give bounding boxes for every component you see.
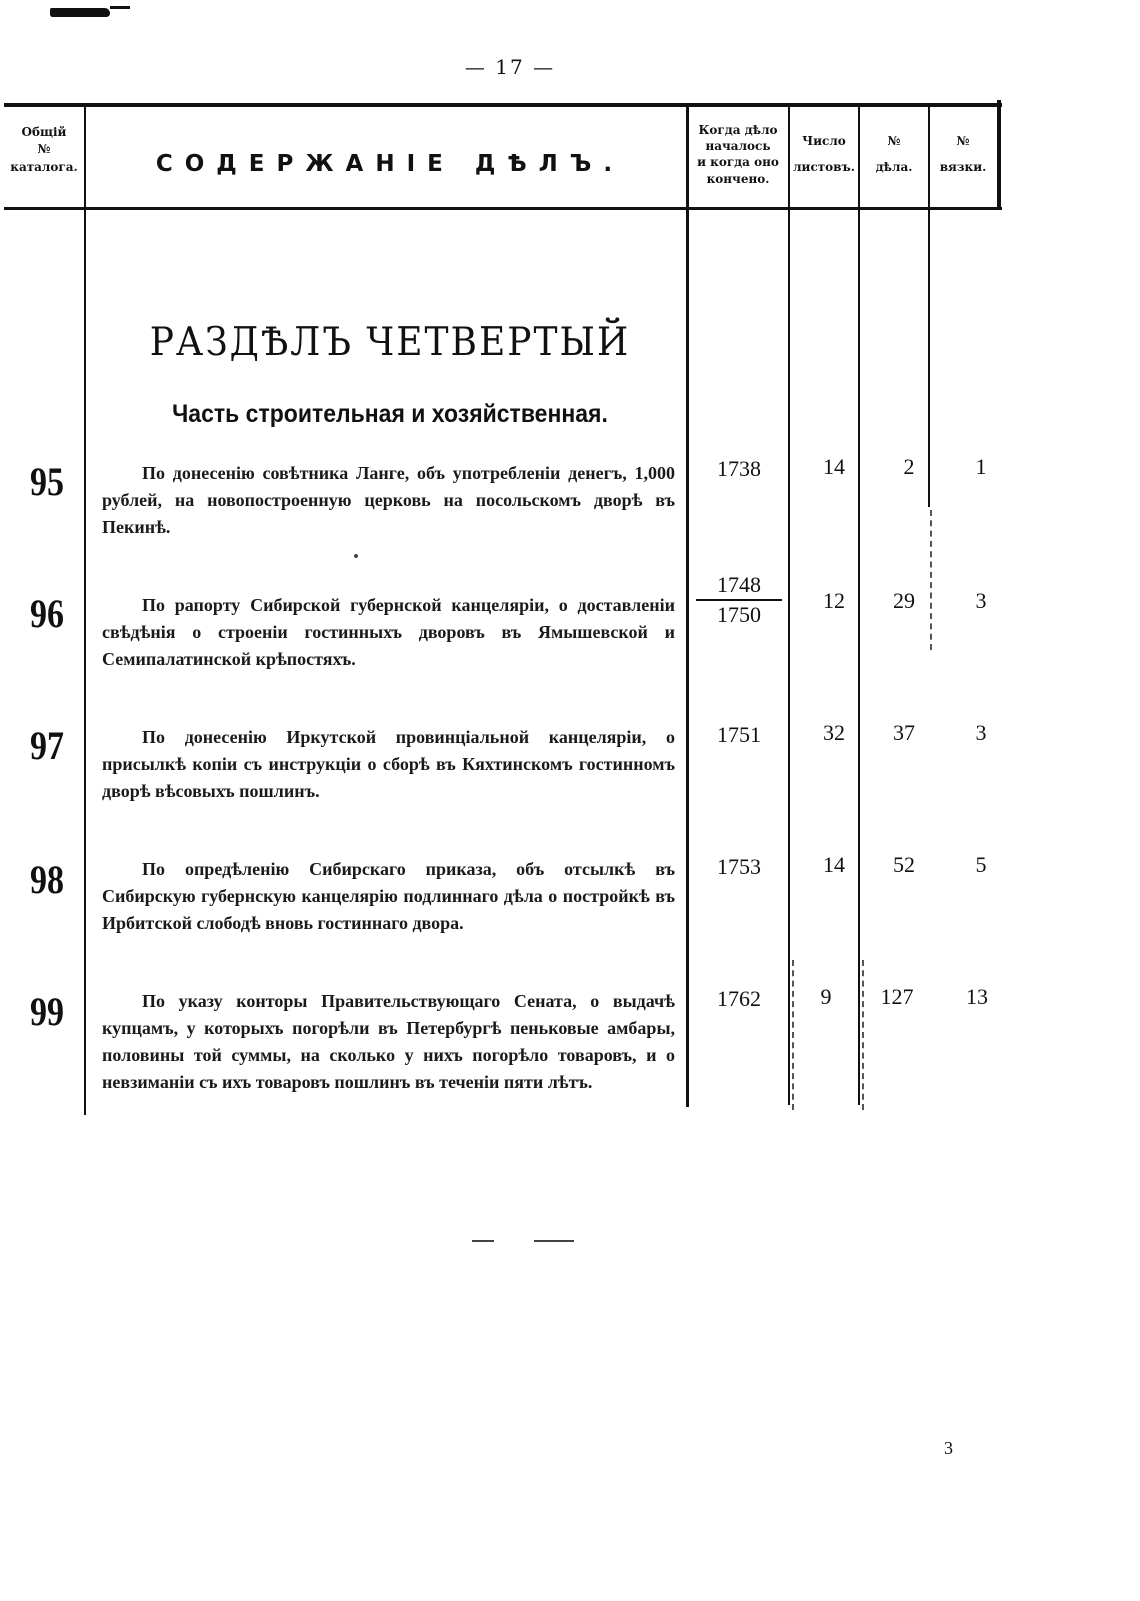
row-sheets: 9 [820, 984, 832, 1009]
row-catalog-no: 98 [29, 857, 64, 902]
row-description: По указу конторы Правительствующаго Сената, о выдачѣ купцамъ, у которыхъ погорѣли въ Петербургѣ пеньковые амбары, половины той суммы, на сколько у нихъ погорѣло товаровъ, и о невзиманіи съ ихъ товаровъ пошлинъ въ теченіи пяти лѣтъ. [102, 991, 675, 1092]
header-dates-line-2: началось [705, 139, 771, 154]
row-catalog-no: 95 [29, 459, 64, 504]
header-content-title: СОДЕРЖАНІЕ ДѢЛЪ. [155, 151, 625, 177]
header-dates-line-4: кончено. [706, 171, 770, 186]
column-divider-case [928, 107, 930, 507]
ink-blot [110, 6, 130, 9]
header-sheets-line-1: Число [802, 134, 846, 148]
row-bundle-no: 13 [966, 984, 988, 1009]
ink-blot [50, 8, 110, 17]
section-subtitle: Часть строительная и хозяйственная. [172, 400, 608, 428]
header-dates-line-1: Когда дѣло [698, 123, 778, 137]
row-date-start: 1748 [717, 572, 761, 597]
ink-speck [354, 554, 358, 558]
row-catalog-no: 99 [29, 989, 64, 1034]
header-catalog-line-1: Общій [21, 125, 67, 139]
header-bundle-no [932, 128, 994, 181]
row-description: По опредѣленію Сибирскаго приказа, объ отсылкѣ въ Сибирскую губернскую канцелярію подлиннаго дѣла о постройкѣ въ Ирбитской слободѣ вновь гостиннаго двора. [102, 859, 675, 933]
table-top-border [4, 103, 1002, 107]
header-sheets-line-2: листовъ. [793, 160, 855, 175]
row-bundle-no: 3 [975, 588, 987, 613]
row-bundle-no: 5 [975, 852, 987, 877]
ink-speck [472, 1240, 494, 1242]
row-date: 1751 [717, 722, 761, 747]
row-case-no: 2 [903, 454, 915, 479]
row-case-no: 37 [893, 720, 915, 745]
header-bundle-line-2: вязки. [939, 160, 987, 175]
fraction-bar [696, 599, 782, 601]
column-divider-dates [788, 107, 790, 1105]
row-date: 1753 [717, 854, 761, 879]
header-bottom-border [4, 207, 1002, 210]
header-sheets [792, 128, 856, 181]
row-date: 1762 [717, 986, 761, 1011]
row-case-no: 29 [893, 588, 915, 613]
row-sheets: 12 [823, 588, 845, 613]
row-sheets: 32 [823, 720, 845, 745]
page-number: — 17 — [464, 55, 556, 79]
header-bundle-line-1: № [956, 134, 970, 148]
column-divider-case-dashed [930, 510, 932, 650]
row-catalog-no: 97 [29, 723, 64, 768]
row-bundle-no: 1 [975, 454, 987, 479]
header-catalog-no [6, 124, 82, 176]
header-catalog-line-2: № [37, 142, 51, 157]
section-title: РАЗДѢЛЪ ЧЕТВЕРТЫЙ [149, 319, 631, 366]
header-case-line-1: № [887, 134, 901, 148]
row-catalog-no: 96 [29, 591, 64, 636]
row-case-no: 127 [880, 984, 914, 1009]
header-case-line-2: дѣла. [875, 160, 913, 175]
row-sheets: 14 [823, 454, 845, 479]
header-dates [690, 122, 786, 187]
column-divider-dates-dashed [792, 960, 794, 1110]
table-right-border [997, 100, 1001, 210]
row-description: По донесенію Иркутской провинціальной канцеляріи, о присылкѣ копіи съ инструкціи о сборѣ въ Кяхтинскомъ гостинномъ дворѣ вѣсовыхъ пошлинъ. [102, 727, 675, 801]
row-date-end: 1750 [717, 602, 761, 627]
column-divider-content [686, 107, 689, 1107]
column-divider-sheets-dashed [862, 960, 864, 1110]
row-date-range [692, 572, 786, 628]
row-description: По донесенію совѣтника Ланге, объ употребленіи денегъ, 1,000 рублей, на новопостроенную церковь на посольскомъ дворѣ въ Пекинѣ. [102, 463, 675, 537]
row-date: 1738 [717, 456, 761, 481]
page-corner-note: 3 [944, 1438, 953, 1458]
row-case-no: 52 [893, 852, 915, 877]
row-bundle-no: 3 [975, 720, 987, 745]
column-divider-catalog [84, 107, 86, 1115]
ink-speck [534, 1240, 574, 1242]
header-catalog-line-3: каталога. [10, 159, 78, 174]
row-sheets: 14 [823, 852, 845, 877]
header-case-no [862, 128, 926, 181]
row-description: По рапорту Сибирской губернской канцеляріи, о доставленіи свѣдѣнія о строеніи гостинныхъ дворовъ въ Ямышевской и Семипалатинской крѣпостяхъ. [102, 595, 675, 669]
header-dates-line-3: и когда оно [697, 155, 779, 170]
